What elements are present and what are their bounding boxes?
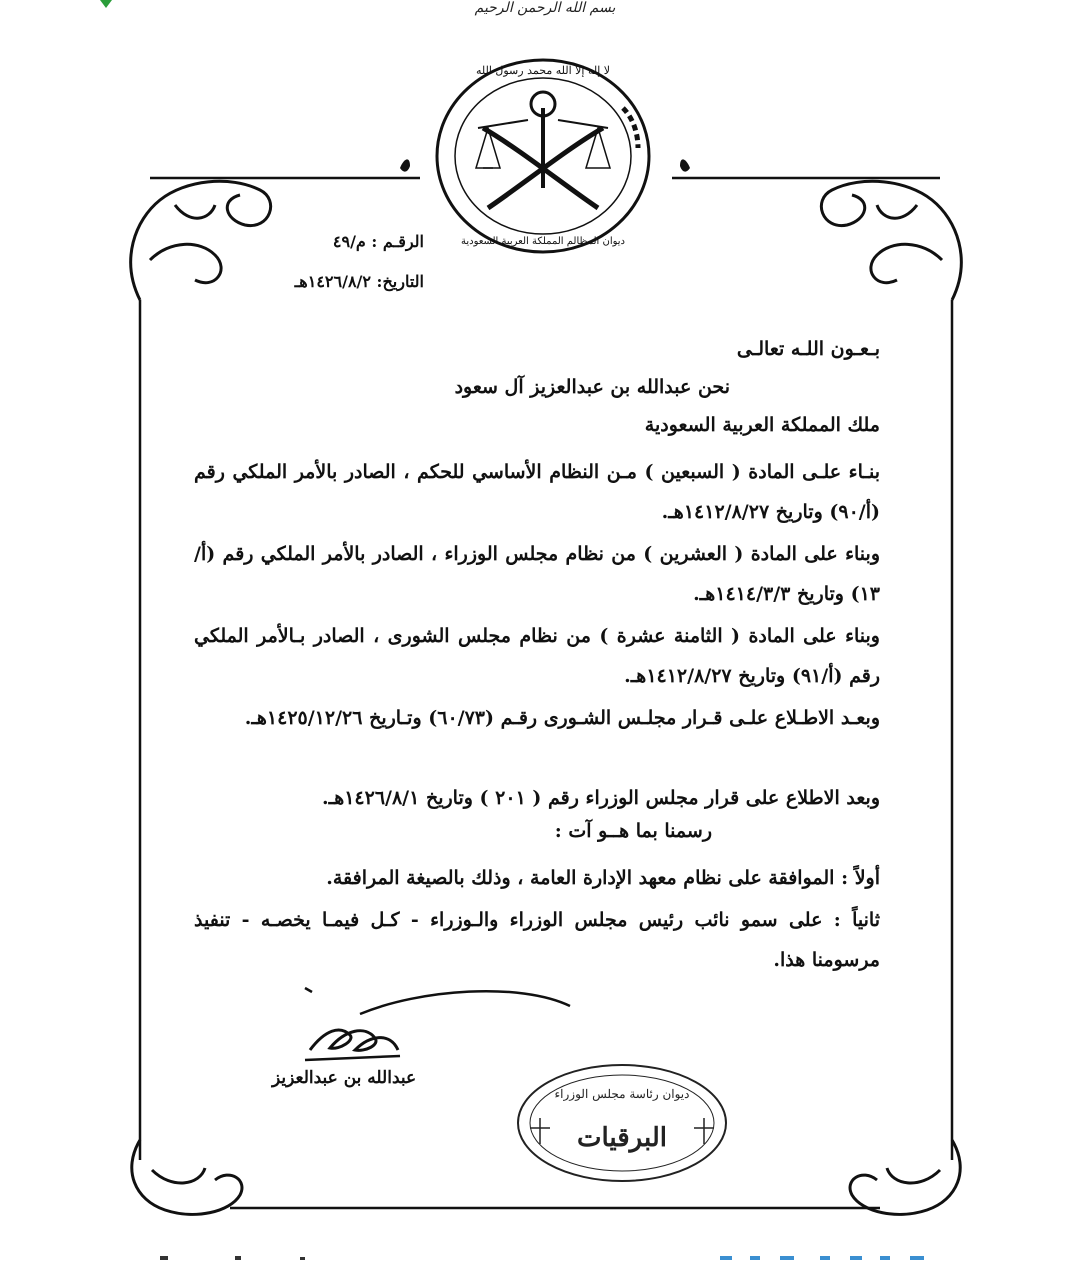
stamp-center-text: البرقيات: [576, 1123, 668, 1153]
preamble-paragraph-2: وبناء على المادة ( العشرين ) من نظام مجلس الوزراء ، الصادر بالأمر الملكي رقم (أ/١٣) وتاريخ ١٤١٤/٣/٣هـ.: [194, 543, 880, 605]
basmala: بسم الله الرحمن الرحيم: [474, 0, 616, 16]
preamble-paragraph-5: وبعد الاطلاع على قرار مجلس الوزراء رقم ( ٢٠١ ) وتاريخ ١٤٢٦/٨/١هـ.: [322, 787, 880, 809]
emblem-ring-text: ديوان المظالم المملكة العربية السعودية: [460, 236, 626, 247]
decree-article-1: أولاً : الموافقة على نظام معهد الإدارة العامة ، وذلك بالصيغة المرافقة.: [326, 867, 880, 889]
emblem-scales-swords: [428, 38, 658, 268]
decree-number: الرقـم : م/٤٩: [332, 232, 424, 251]
handwritten-signature: [270, 1010, 420, 1070]
intro-line-2: نحن عبدالله بن عبدالعزيز آل سعود: [454, 376, 730, 398]
intro-line-1: بـعـون اللـه تعالـى: [736, 338, 880, 360]
preamble-paragraph-4: وبعـد الاطـلاع علـى قـرار مجلـس الشـورى رقـم (٦٠/٧٣) وتـاريخ ١٤٢٥/١٢/٢٦هـ.: [244, 707, 880, 729]
decree-date: التاريخ: ١٤٢٦/٨/٢هـ: [294, 272, 424, 291]
stamp-top-text: ديوان رئاسة مجلس الوزراء: [554, 1087, 690, 1101]
decree-article-2: ثانياً : على سمو نائب رئيس مجلس الوزراء والـوزراء - كـل فيمـا يخصـه - تنفيذ مرسومنا هذا.: [194, 909, 880, 971]
cabinet-stamp: [512, 1058, 732, 1188]
decree-heading: رسمنا بما هــو آت :: [554, 820, 712, 842]
footer-scan-marks: [0, 1252, 1092, 1264]
intro-line-3: ملك المملكة العربية السعودية: [644, 414, 880, 436]
preamble-paragraph-1: بنـاء علـى المادة ( السبعين ) مـن النظام الأساسي للحكم ، الصادر بالأمر الملكي رقم (أ/٩٠) وتاريخ ١٤١٢/٨/٢٧هـ.: [194, 461, 880, 523]
preamble-paragraph-3: وبناء على المادة ( الثامنة عشرة ) من نظام مجلس الشورى ، الصادر بـالأمر الملكي رقم (أ/٩١) وتاريخ ١٤١٢/٨/٢٧هـ.: [194, 625, 880, 687]
signatory-name: عبدالله بن عبدالعزيز: [272, 1068, 417, 1088]
emblem-shahada: لا إله إلا الله محمد رسول الله: [475, 64, 611, 77]
